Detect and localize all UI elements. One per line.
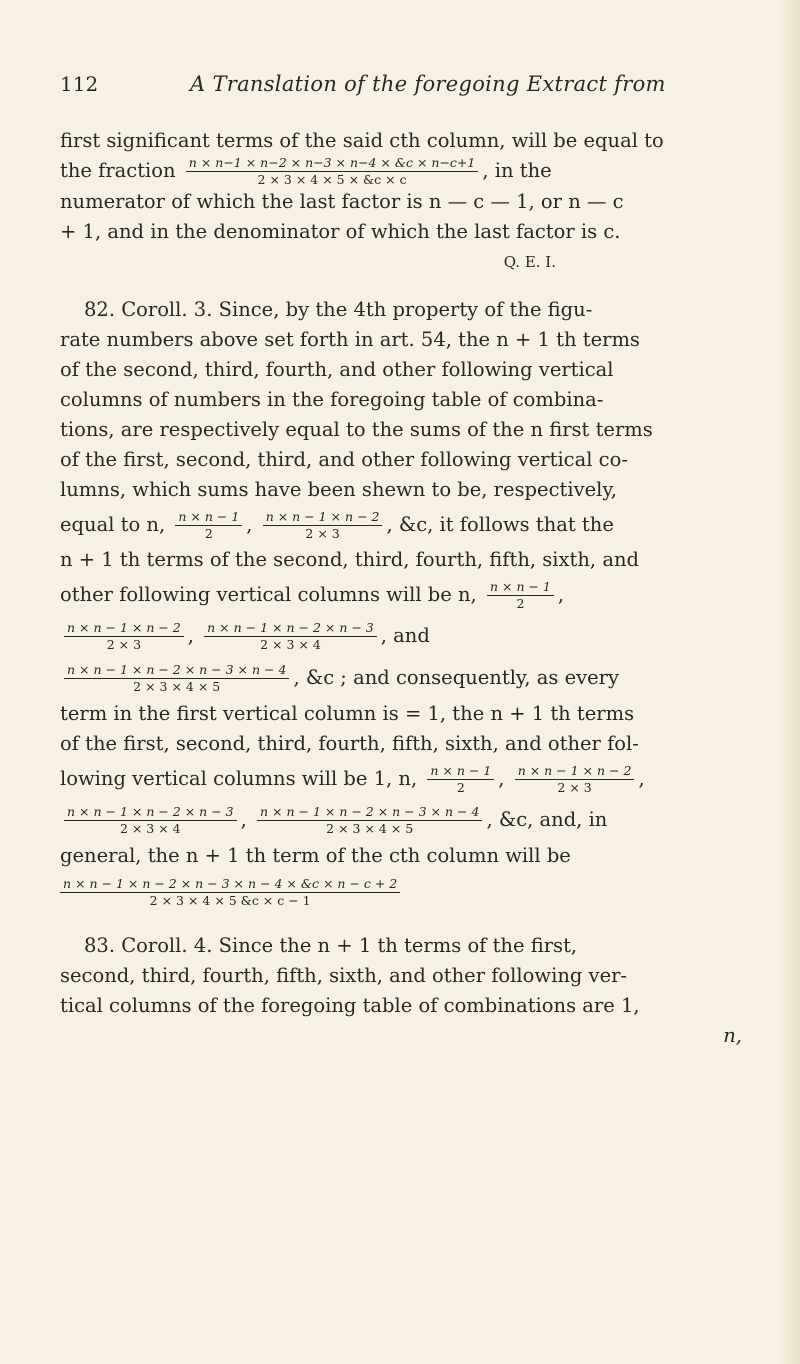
text-line: n + 1 th terms of the second, third, fourth, fifth, sixth, and <box>60 548 640 571</box>
running-title: A Translation of the foregoing Extract from <box>190 72 666 96</box>
text-line: lumns, which sums have been shewn to be, respectively, <box>60 478 617 501</box>
fraction: $\frac{n \times n - 1}{2}$ <box>427 764 494 795</box>
text-line: tions, are respectively equal to the sums of the n first terms <box>60 418 653 441</box>
fraction: $\frac{n \times n - 1 \times n - 2 \times n - 3 \times n - 4}{2 \times 3 \times 4 \times 5}$ <box>257 805 482 836</box>
text-line: second, third, fourth, fifth, sixth, and other following ver- <box>60 964 628 987</box>
fraction: $\frac{n \times n - 1 \times n - 2 \times n - 3}{2 \times 3 \times 4}$ <box>64 805 237 836</box>
text-line: + 1, and in the denominator of which the last factor is c. <box>60 220 621 243</box>
text-line: of the first, second, third, and other following vertical co- <box>60 448 628 471</box>
fraction: $\frac{n \times n-1 \times n-2 \times n-3 \times n-4 \times \&c \times n-c+1}{2 \times 3 \times 4 \times 5 \times \&c \times c}$ <box>186 156 479 187</box>
fraction: $\frac{n \times n - 1 \times n - 2}{2 \times 3}$ <box>263 510 383 541</box>
text-line: columns of numbers in the foregoing table of combina- <box>60 388 604 411</box>
fraction: $\frac{n \times n - 1}{2}$ <box>487 580 554 611</box>
catchword: n, <box>723 1024 742 1047</box>
page-edge <box>778 0 800 1364</box>
text-line: the fraction $\frac{n \times n-1 \times n-2 \times n-3 \times n-4 \times \&c \times n-c+1}{2 \times 3 \times 4 \times 5 \times \&c \times c}$ , in the <box>60 155 552 187</box>
paragraph-82 <box>60 295 746 913</box>
text-line: rate numbers above set forth in art. 54, the n + 1 th terms <box>60 328 640 351</box>
fraction: $\frac{n \times n - 1}{2}$ <box>175 510 242 541</box>
body-text <box>60 126 746 1051</box>
text-line: numerator of which the last factor is n — c — 1, or n — c <box>60 190 624 213</box>
fraction: $\frac{n \times n - 1 \times n - 2}{2 \times 3}$ <box>515 764 635 795</box>
text-line <box>60 871 746 913</box>
page-number: 112 <box>60 72 99 96</box>
text-line: $\frac{n \times n - 1 \times n - 2}{2 \times 3}$ , $\frac{n \times n - 1 \times n - 2 \times n - 3}{2 \times 3 \times 4}$ , and <box>60 615 746 657</box>
text-line: of the second, third, fourth, and other following vertical <box>60 358 614 381</box>
paragraph-continuation <box>60 126 746 277</box>
fraction: $\frac{n \times n - 1 \times n - 2 \times n - 3 \times n - 4}{2 \times 3 \times 4 \times 5}$ <box>64 663 289 694</box>
fraction: $\frac{n \times n - 1 \times n - 2 \times n - 3 \times n - 4 \times \&c \times n - c + 2}{2 \times 3 \times 4 \times 5 \&c \times c - 1}$ <box>60 877 400 908</box>
text-line: 82. Coroll. 3. Since, by the 4th property of the figu- <box>84 298 593 321</box>
text-line: general, the n + 1 th term of the cth column will be <box>60 844 571 867</box>
text-line: tical columns of the foregoing table of combinations are 1, <box>60 994 640 1017</box>
text-line: equal to n, $\frac{n \times n - 1}{2}$ , $\frac{n \times n - 1 \times n - 2}{2 \times 3}$ , &c, it follows that the <box>60 509 614 541</box>
text-line: 83. Coroll. 4. Since the n + 1 th terms of the first, <box>84 934 578 957</box>
text-line: lowing vertical columns will be 1, n, $\frac{n \times n - 1}{2}$ , $\frac{n \times n - 1 \times n - 2}{2 \times 3}$ , <box>60 763 645 795</box>
text-line: first significant terms of the said cth column, will be equal to <box>60 129 664 152</box>
fraction: $\frac{n \times n - 1 \times n - 2 \times n - 3}{2 \times 3 \times 4}$ <box>204 621 377 652</box>
text-line: other following vertical columns will be n, $\frac{n \times n - 1}{2}$ , <box>60 579 565 611</box>
paragraph-83 <box>60 931 746 1051</box>
fraction: $\frac{n \times n - 1 \times n - 2}{2 \times 3}$ <box>64 621 184 652</box>
text-line: $\frac{n \times n - 1 \times n - 2 \times n - 3}{2 \times 3 \times 4}$ , $\frac{n \times n - 1 \times n - 2 \times n - 3 \times n - 4}{2 \times 3 \times 4 \times 5}$ , &c, and, in <box>60 799 746 841</box>
running-header <box>60 72 740 102</box>
qed-mark: Q. E. I. <box>503 253 556 271</box>
text-line: term in the first vertical column is = 1, the n + 1 th terms <box>60 702 635 725</box>
text-line: $\frac{n \times n - 1 \times n - 2 \times n - 3 \times n - 4}{2 \times 3 \times 4 \times 5}$ , &c ; and consequently, as every <box>60 657 746 699</box>
text-line: of the first, second, third, fourth, fifth, sixth, and other fol- <box>60 732 639 755</box>
